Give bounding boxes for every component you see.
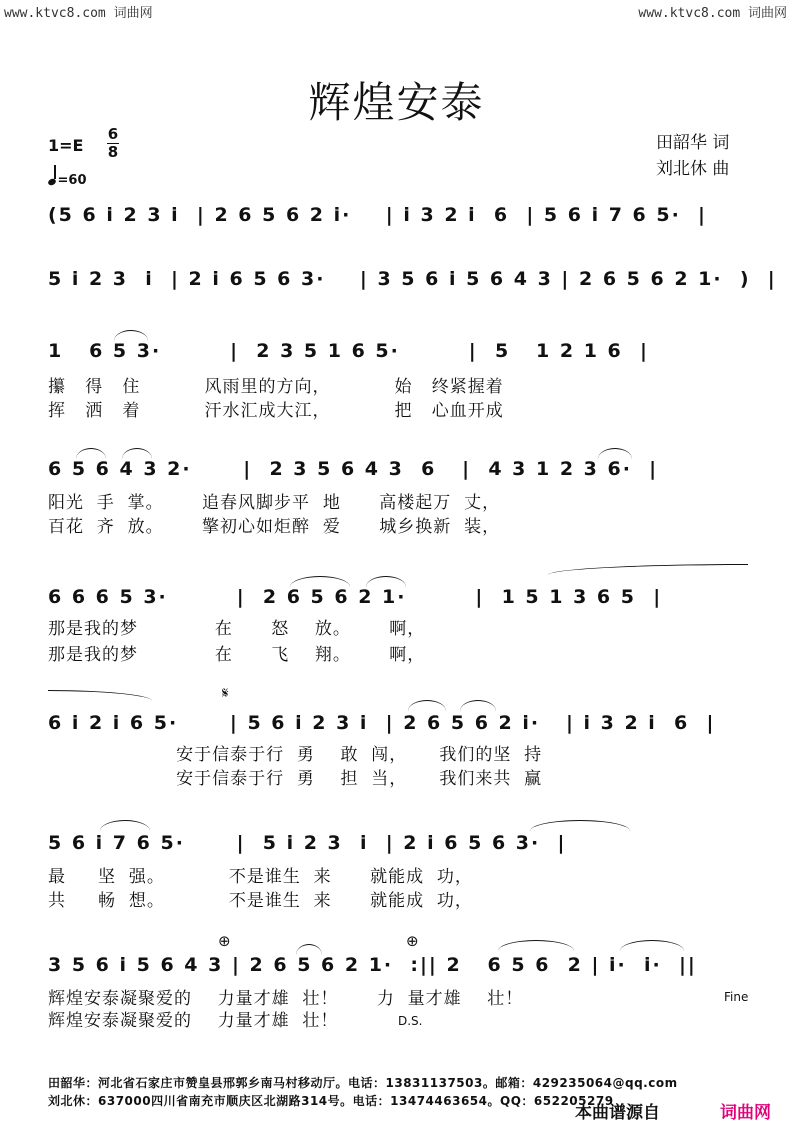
notes-line: 3 5 6 i 5 6 4 3 | 2 6 5 6 2 1· :|| 2 6 5 6 2 | i· i· || [48, 954, 697, 976]
lyricist-credit: 田韶华 词 [656, 133, 730, 153]
fine-mark: Fine [724, 990, 749, 1004]
composer-contact: 刘北休：637000四川省南充市顺庆区北湖路314号。电话：13474463654。QQ：652205279 [48, 1094, 614, 1108]
lyrics-verse-2: 共 畅 想。 不是谁生 来 就能成 功， [48, 891, 473, 911]
lyrics-verse-2: 挥 洒 着 汗水汇成大江， 把 心血开成 [48, 401, 504, 421]
header-watermark-right: www.ktvc8.com 词曲网 [638, 6, 787, 21]
lyricist-contact: 田韶华：河北省石家庄市赞皇县邢郭乡南马村移动厅。电话：13831137503。邮箱：429235064@qq.com [48, 1076, 678, 1090]
ds-mark: D.S. [398, 1014, 423, 1028]
notes-line: 1 6 5 3· | 2 3 5 1 6 5· | 5 1 2 1 6 | [48, 340, 649, 362]
score-system-1 [0, 204, 793, 238]
lyrics-verse-1: 最 坚 强。 不是谁生 来 就能成 功， [48, 867, 473, 887]
meter-top: 6 [107, 125, 119, 143]
coda-icon: ⊕ [406, 932, 419, 950]
coda-icon: ⊕ [218, 932, 231, 950]
score-system-8 [0, 954, 793, 988]
lyrics-verse-1: 安于信泰于行 勇 敢 闯， 我们的坚 持 [48, 745, 543, 765]
notes-line: 5 6 i 7 6 5· | 5 i 2 3 i | 2 i 6 5 6 3· | [48, 832, 567, 854]
lyrics-verse-2: 那是我的梦 在 飞 翔。 啊， [48, 645, 426, 665]
meter-bottom: 8 [107, 143, 119, 161]
lyrics-verse-2: 安于信泰于行 勇 担 当， 我们来共 赢 [48, 769, 543, 789]
notes-line: 5 i 2 3 i | 2 i 6 5 6 3· | 3 5 6 i 5 6 4 3 | 2 6 5 6 2 1· ) | [48, 268, 777, 290]
notes-line: (5 6 i 2 3 i | 2 6 5 6 2 i· | i 3 2 i 6 | 5 6 i 7 6 5· | [48, 204, 707, 226]
segno-icon: 𝄋 [222, 684, 229, 702]
score-system-3 [0, 340, 793, 374]
tempo-marking: =60 [48, 170, 86, 188]
score-system-2 [0, 268, 793, 302]
composer-credit: 刘北休 曲 [656, 159, 730, 179]
song-title: 辉煌安泰 [308, 78, 485, 127]
score-system-7 [0, 832, 793, 866]
site-stamp[interactable]: 词曲网 [720, 1103, 771, 1123]
lyrics-verse-2: 百花 齐 放。 擎初心如炬醉 爱 城乡换新 装， [48, 517, 501, 537]
lyrics-verse-1: 攥 得 住 风雨里的方向， 始 终紧握着 [48, 377, 504, 397]
notes-line: 6 6 6 5 3· | 2 6 5 6 2 1· | 1 5 1 3 6 5 | [48, 586, 663, 608]
header-watermark-left: www.ktvc8.com 词曲网 [4, 6, 153, 21]
notes-line: 6 i 2 i 6 5· | 5 6 i 2 3 i | 2 6 5 6 2 i· | i 3 2 i 6 | [48, 712, 716, 734]
lyrics-verse-1: 那是我的梦 在 怒 放。 啊， [48, 619, 426, 639]
lyrics-verse-2: 辉煌安泰凝聚爱的 力量才雄 壮！ [48, 1011, 339, 1031]
key-signature: 1=E [48, 136, 84, 155]
time-signature [106, 126, 120, 161]
notes-line: 6 5 6 4 3 2· | 2 3 5 6 4 3 6 | 4 3 1 2 3 6· | [48, 458, 659, 480]
score-system-4 [0, 458, 793, 492]
lyrics-verse-1: 辉煌安泰凝聚爱的 力量才雄 壮！ 力 量才雄 壮！ [48, 989, 524, 1009]
source-stamp: 本曲谱源自 [575, 1103, 660, 1123]
lyrics-verse-1: 阳光 手 掌。 追春风脚步平 地 高楼起万 丈， [48, 493, 501, 513]
